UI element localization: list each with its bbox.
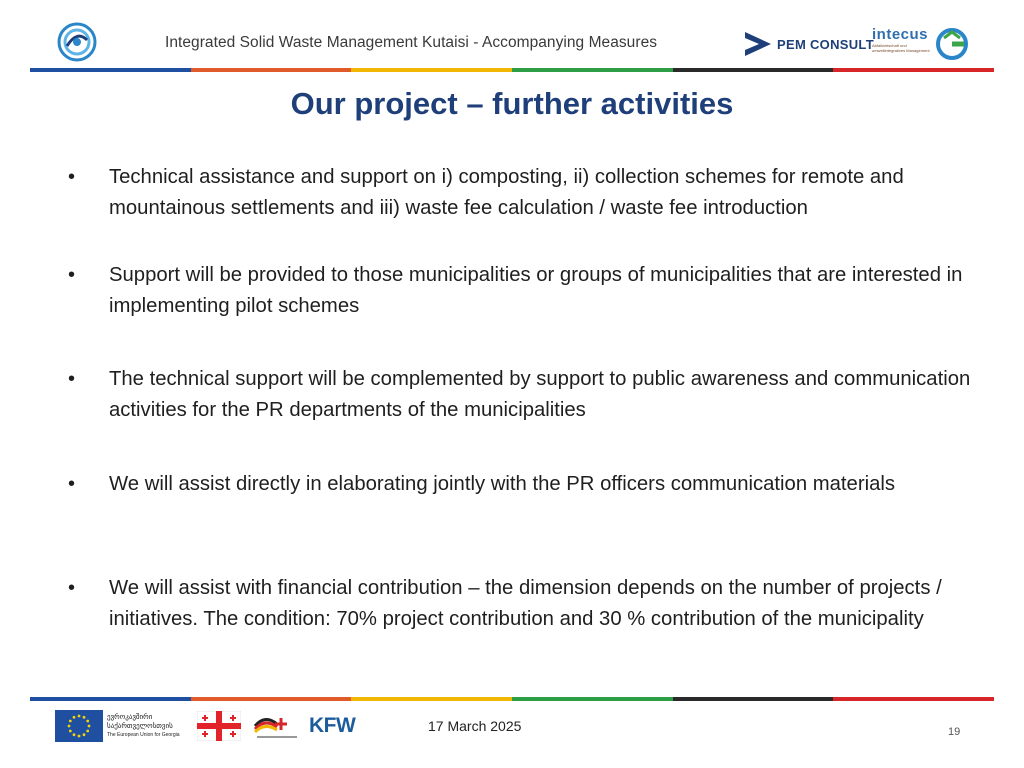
german-cooperation-logo-icon [251, 710, 303, 742]
bullet-text: We will assist directly in elaborating jointly with the PR officers communication materials [109, 473, 896, 495]
bullet-marker: • [68, 368, 76, 390]
bullet-text: The technical support will be complemented by support to public awareness and communication activities for the PR departments of the municipalities [109, 368, 971, 421]
bullet-text: We will assist with financial contribution – the dimension depends on the number of projects / initiatives. The condition: 70% project contribution and 30 % contribution of the municipality [109, 577, 942, 630]
header-color-stripe [30, 68, 994, 72]
intecus-logo [872, 27, 932, 59]
header-title: Integrated Solid Waste Management Kutaisi - Accompanying Measures [165, 34, 658, 51]
footer-logos [55, 706, 355, 746]
eu-flag-icon [55, 710, 103, 742]
pem-consult-text: PEM CONSULT [777, 36, 874, 52]
eu-text-line: ევროკავშირი [107, 713, 153, 721]
bullet-item [64, 364, 994, 426]
bullet-marker: • [68, 577, 76, 599]
slide-date: 17 March 2025 [428, 718, 522, 734]
bullet-item [64, 573, 994, 635]
kfw-logo-text: KFW [309, 714, 356, 737]
page-number: 19 [948, 726, 961, 738]
bullet-item [64, 260, 994, 322]
slide-title: Our project – further activities [290, 86, 734, 121]
bullet-marker: • [68, 264, 76, 286]
footer-color-stripe [30, 697, 994, 701]
pem-consult-logo [745, 28, 874, 60]
intecus-subtitle: Abfallwirtschaft und umweltintegratives Management [872, 43, 930, 53]
project-logo-icon [57, 22, 97, 62]
eu-for-georgia-text [107, 713, 187, 740]
georgia-flag-icon [197, 711, 241, 741]
bullet-text: Technical assistance and support on i) composting, ii) collection schemes for remote and mountainous settlements and iii) waste fee calculation / waste fee introduction [109, 166, 904, 219]
intecus-name: intecus [872, 26, 929, 43]
g-partner-logo-icon [936, 28, 970, 60]
pem-consult-icon [745, 32, 771, 56]
bullet-marker: • [68, 473, 76, 495]
bullet-text: Support will be provided to those municipalities or groups of municipalities that are interested in implementing pilot schemes [109, 264, 963, 317]
bullet-marker: • [68, 166, 76, 188]
eu-text-line: საქართველოსთვის [107, 722, 173, 730]
bullet-item [64, 162, 994, 224]
bullet-item [64, 469, 994, 500]
eu-text-line: The European Union for Georgia [107, 731, 180, 738]
